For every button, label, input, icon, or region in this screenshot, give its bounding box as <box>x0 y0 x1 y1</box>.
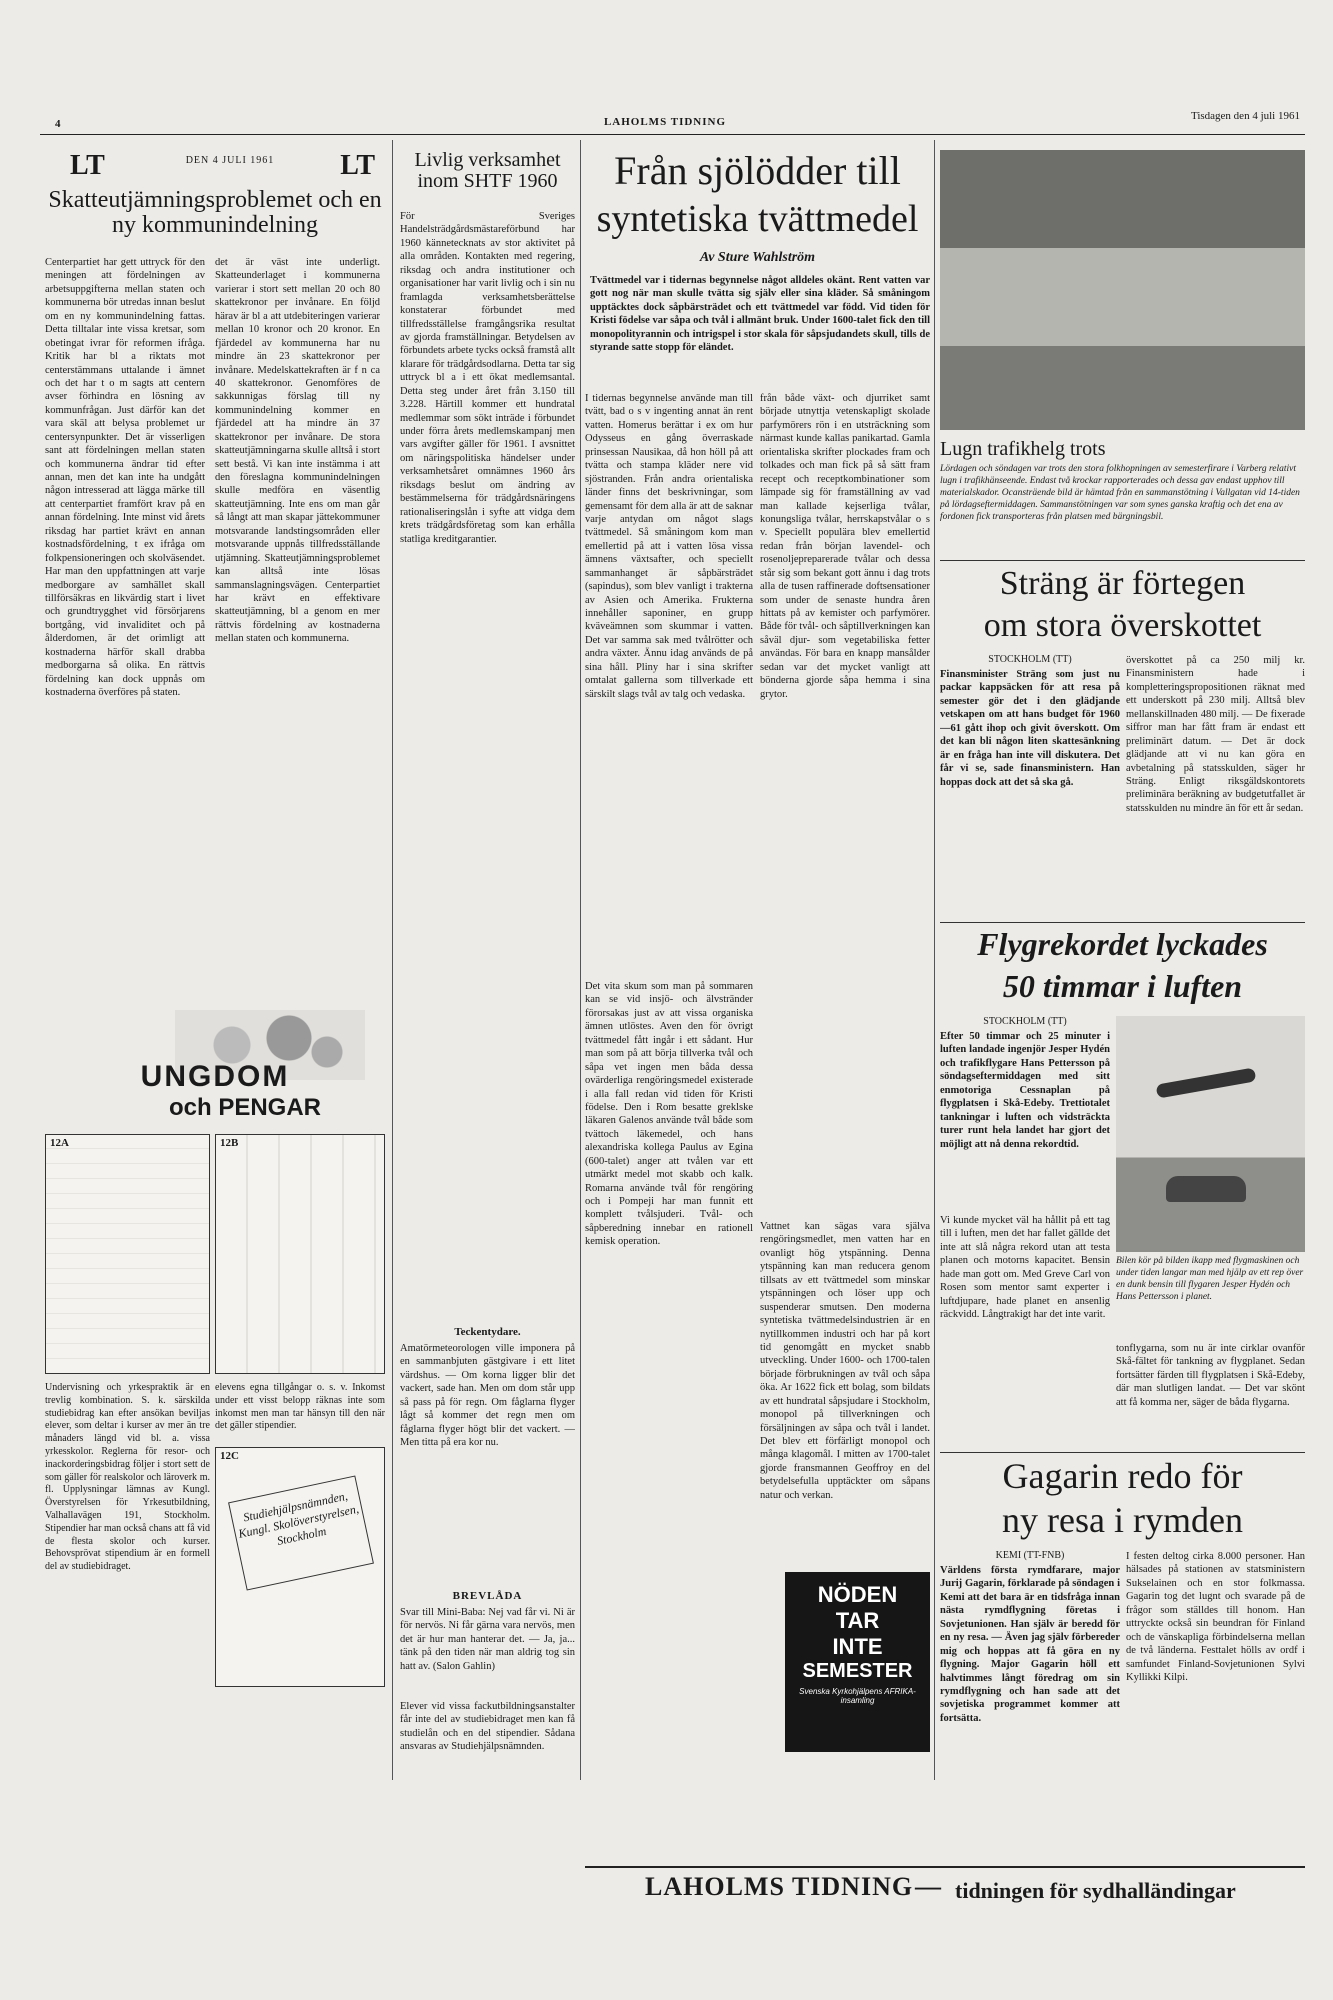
noden-line-1: NÖDEN <box>817 1582 898 1607</box>
strang-lead: Finansminister Sträng som just nu packar kappsäcken för att resa på semester gör det i den glädjande vetskapen om att hans budget för 1960—61 gått ihop och givit överskott. Om det kan bli någon liten skattesänkning är en fråga han inte vill diskutera. Det får vi se, sade finansministern. Han hoppas dock att det så ska gå. <box>940 669 1120 788</box>
noden-line-2: TAR <box>835 1608 880 1633</box>
brevlada-text: Svar till Mini-Baba: Nej vad får vi. Ni är för nervös. Ni får gärna vara nervös, men det är hur man hanterar det. — Ja, ja... tänk på den tiden när man aldrig tog sin hatt av. (Salon Gahlin) <box>400 1607 575 1672</box>
teckentydare-text: Amatörmeteorologen ville imponera på en sammanbjuten gästgivare i ett litet värdshus. — Om korna ligger blir det vackert, sade han. Men om dom står upp så pass på för regn. Om fåglarna flyger lågt så kommer det regn men om fåglarna flyger högt blir det vackert. — Men titta på era kor nu. <box>400 1343 575 1449</box>
gagarin-headline-1: Gagarin redo för <box>1002 1458 1243 1496</box>
main-byline: Av Sture Wahlström <box>699 250 816 265</box>
strang-dateline: STOCKHOLM (TT) <box>988 654 1072 665</box>
car-crash-photo <box>940 150 1305 430</box>
main-headline-2: syntetiska tvättmedel <box>596 200 919 240</box>
ungdom-title-2: och PENGAR <box>168 1094 321 1121</box>
airplane-photo <box>1116 1016 1305 1252</box>
footer-rule <box>585 1866 1305 1868</box>
ungdom-panel-c <box>215 1447 385 1687</box>
column-rule-3 <box>934 140 935 1780</box>
paper-name-header: LAHOLMS TIDNING <box>603 116 727 128</box>
lt-col-2: det är väst inte underligt. Skatteunderlaget i kommunerna varierar i stort sett mellan 20 och 80 skattekronor per invånare. En följd härav är bl a att utdebiteringen varierar mellan 10 kronor och 20 kronor. En fjärdedel av kommunerna har nu mindre än 23 skattekronor per invånare. Medelskattekraften är f n ca 40 skattekronor. Genomföres de sakkunnigas förslag till ny kommunindelning kommer en fjärdedel att ha mindre än 37 skattekronor per invånare. De stora skatteutjämningarna skulle alltså i stort sett bestå. Vi kan inte instämma i att den föreslagna kommunindelningen skulle medföra en väsentlig skatteutjämning. Inte ens om man går så långt att man skapar jättekommuner motsvarande landstingsområden eller motsvarande uppnås tillfredsställande utjämning. Skatteutjämningsproblemet kan alltså inte lösas sammanslagningsvägen. Centerpartiet har krävt en effektivare skatteutjämning, bl a genom en mer rättvis fördelning av kostnaderna mellan staten och kommunerna. <box>215 257 380 645</box>
gagarin-dateline: KEMI (TT-FNB) <box>995 1550 1065 1561</box>
ungdom-label-c: 12C <box>220 1450 239 1462</box>
ungdom-panel-b <box>215 1134 385 1374</box>
lt-dateline: DEN 4 JULI 1961 <box>185 155 275 166</box>
main-col-4: Vattnet kan sägas vara själva rengöringsmedlet, men vatten har en ovanligt hög ytspänning. Denna ytspänning kan man reducera genom tillsats av ett tvättmedel som minskar ytspänningen och löser upp och suspenderar smutsen. Den moderna syntetiska tvättmedelsindustrien är en nytillkommen industri och har på kort tid genomgått en mycket snabb utveckling. Under 1600- och 1700-talen började förbrukningen av tvål och såpa öka. Ar 1622 fick ett bolag, som bildats av ett hundratal såpsjudare i Stockholm, monopol på tillverkningen och försäljningen av såpa och tvål i landet. Det blev ett förfärligt monopol och många klagomål. I mitten av 1700-talet gjorde fransmannen Geoffroy en del betydelsefulla upptäckter om såpans natur och verkan. <box>760 1221 930 1501</box>
flyg-final-text: tonflygarna, som nu är inte cirklar ovanför Skå-fältet för tankning av flygplanet. Sedan fortsätter färden till flygplatsen i Skå-Edeby, där man slutligen landat. — Det var skönt att få komma ner, säger de båda flygarna. <box>1116 1343 1305 1408</box>
strang-headline-2: om stora överskottet <box>983 608 1262 644</box>
studiehjalp-sign: Studiehjälpsnämnden, Kungl. Skolöverstyrelsen, Stockholm <box>228 1475 374 1590</box>
ungdom-title-1: UNGDOM <box>140 1060 290 1093</box>
ungdom-panel-a <box>45 1134 210 1374</box>
column-rule-1 <box>392 140 393 1780</box>
ungdom-label-a: 12A <box>50 1137 69 1149</box>
airplane-shape <box>1156 1067 1257 1098</box>
lt-logo-right: LT <box>340 150 375 181</box>
flyg-headline-1: Flygrekordet lyckades <box>977 928 1268 962</box>
noden-line-4: SEMESTER <box>802 1660 913 1682</box>
main-headline-1: Från sjölödder till <box>614 150 901 193</box>
footer-paper: LAHOLMS TIDNING <box>645 1872 914 1901</box>
strang-col-2: överskottet på ca 250 milj kr. Finansministern hade i kompletteringspropositionen räknat med ett underskott på 230 milj. Alltså blev mellanskillnaden 480 milj. — De fixerade siffror man har fått fram är endast ett preliminärt datum. — Det är dock glädjande att vi nu kan göra en avbetalning på statsskulden, säger hr Sträng. Enligt riksgäldskontorets preliminära beräkning av budgetutfallet är statsskulden nu mindre än för ett år sedan. <box>1126 655 1305 814</box>
gagarin-col-1: Världens första rymdfarare, major Jurij Gagarin, förklarade på söndagen i Kemi att det bara är en tidsfråga innan nästa rymdflygning företas i Sovjetunionen. Han själv är beredd för en ny resa. — Även jag själv förbereder mig och hoppas att få göra en ny flygning. Major Gagarin höll ett halvtimmes långt föredrag om sin rymdflygning och han sade att det sovjetiska programmet kommer att fortsätta. <box>940 1565 1120 1724</box>
main-col-1: I tidernas begynnelse använde man till tvätt, bad o s v ingenting annat än rent vatten. Homerus berättar i ex om hur Odysseus en gång överraskade prinsessan Nausikaa, då hon höll på att tvätta och stampa kläder nere vid sjöstranden. Från andra orientaliska länder finns det beskrivningar, som gemensamt för dem alla är att de saknar varje antydan om något slags tvättmedel. Så småningom kom man emellertid på att i vatten lösa vissa ämnens växtsafter, och speciellt sammanhanget är såpbärsträdet (sapindus), som blev vanligt i trakterna av Asien och Amerika. Frukterna innehåller saponiner, en grupp kväveämnen som skummar i vatten. Det var samma sak med tvålrötter och andra växter. Ännu idag används de på sina håll. Pliny har i sina skrifter omtalat gallerna som tillverkade ett särskilt slags tvål av talg och vedaska. <box>585 393 753 700</box>
header-date: Tisdagen den 4 juli 1961 <box>1191 110 1300 122</box>
footer-dash: — <box>915 1872 941 1901</box>
ungdom-text-a: Undervisning och yrkespraktik är en trevlig kombination. S. k. särskilda studiebidrag kan efter ansökan beviljas elever, som deltar i kurser av mer än tre månaders längd vid bl. a. vissa yrkesskolor. Reglerna för resor- och inackorderingsbidrag följer i stort sett de som gäller för realskolor och läroverk m. fl. Upplysningar lämnas av Kungl. Överstyrelsen för Yrkesutbildning, Valhallavägen 191, Stockholm. Stipendier har man också chans att få vid de flesta skolor och kurser. Behovsprövat stipendium är en formell del av studiebidraget. <box>45 1382 210 1573</box>
flyg-col-2: Vi kunde mycket väl ha hållit på ett tag till i luften, men det har fallet gällde det inte att slå några rekord utan att testa planen och motorns kapacitet. Bensin hade man gott om. Med Greve Carl von Rosen som mentor samt experter i luftdjupare, hade planet en ansenlig räckvidd. Långtrakigt har det inte varit. <box>940 1215 1110 1321</box>
lt-logo-left: LT <box>70 150 105 181</box>
noden-subline: Svenska Kyrkohjälpens AFRIKA-insamling <box>799 1687 916 1705</box>
lugn-text: Lördagen och söndagen var trots den stora folkhopningen av semesterfirare i Varberg relativt lugn i trafikhänseende. Endast två krockar rapporterades och dessa gav endast upphov till materialskador. Ocansträende bild är hämtad från en sammanstötning i Vallgatan vid 14-tiden på lördagseftermiddagen. Sammanstötningen var som synes ganska kraftig och det ena av fordonen fick transporteras från platsen med bärgningsbil. <box>940 464 1300 522</box>
flyg-headline-2: 50 timmar i luften <box>1002 970 1243 1004</box>
shtf-headline: Livlig verksamhet inom SHTF 1960 <box>414 150 561 192</box>
ungdom-ad <box>45 1010 385 1770</box>
flyg-lead: Efter 50 timmar och 25 minuter i luften landade ingenjör Jesper Hydén och trafikflygare Hans Pettersson på söndagseftermiddagen med sitt enmotoriga Cessnaplan på flygplatsen i Skå-Edeby. Trettiotalet tankningar i luften och vidsträckta turer runt hela landet har gjort det möjligt att nå denna rekordtid. <box>940 1031 1110 1150</box>
column-rule-2 <box>580 140 581 1780</box>
gagarin-headline-2: ny resa i rymden <box>1002 1502 1243 1540</box>
gagarin-col-2: I festen deltog cirka 8.000 personer. Han hälsades på stationen av statsministern Sukselainen och en stor folkmassa. Gagarin tog det lugnt och svarade på de frågor som ställdes till honom. Han uttryckte också sin beundran för Finland och de vänskapliga förbindelserna mellan de två länderna. Festtalet hölls av ordf i samfundet Finland-Sovjetunionen Sylvi Kyllikki Kilpi. <box>1126 1551 1305 1683</box>
footer-banner <box>585 1872 1305 1912</box>
flyg-rule <box>940 1452 1305 1453</box>
main-col-2: Det vita skum som man på sommaren kan se vid insjö- och älvstränder förorsakas just av att vissa organiska ämnen utlöstes. Aven den för övrigt tvättmedel fått ingår i ett sådant. Hur man som på att börja tillverka tvål och såpa vet ingen men båda dessa ovärderliga rengöringsmedel existerade i alla fall redan vid tiden för Kristi födelse. Den i Rom besatte greklske läkaren Galenos använde tvål både som tvättoch läkemedel, och hans alexandriska kollega Paulus av Egina (600-talet) anger att tvålen var ett utmärkt medel mot skabb och kalk. Romarna använde tvål för rengöring och i Pompeji har man funnit ett komplett tvålsjuderi. Tvål- och såpberedning innebar en rationell kemisk operation. <box>585 981 753 1248</box>
shtf-final-text: Elever vid vissa fackutbildningsanstalter får inte del av studiebidraget men kan få studielån och en del stipendier. Sådana ansvaras av Studiehjälpsnämnden. <box>400 1701 575 1753</box>
page-number: 4 <box>55 118 61 130</box>
main-col-3: från både växt- och djurriket samt började utnyttja vetenskapligt skolade parfymörers rön i en utsträckning som närmast kunde kallas panikartad. Gamla orientaliska skrifter plockades fram och tolkades och man fick på så sätt fram recept och receptkombinationer som lämpade sig för framställning av vad man kallade kejserliga tvålar, konungsliga tvålar, herrskapstvålar o s v. Speciellt populära blev emellertid redan från början lavendel- och rosenoljepreparerade tvålar och dessa står sig som bekant gott ännu i dag trots alla de tusen raffinerade doftsensationer som under de senaste hundra åren hittats på av kemister och parfymörer. Både för tvål- och såptillverkningen kan såväl djur- som vegetabiliska fetter användas. För bara en knapp mansålder sedan var det mycket vanligt att bönderna gjorde såpa hemma i sina grytor. <box>760 393 930 700</box>
shtf-text: För Sveriges Handelsträdgårdsmästareförbund har 1960 kännetecknats av stor aktivitet på alla områden. Kontakten med regering, riksdag och andra institutioner och organisationer har varit livlig och i sin nu framlagda verksamhetsberättelse konstaterar förbundet med tillfredsställelse framgångsrika resultat av gjorda framställningar. Betydelsen av förbundets arbete tycks också framstå allt klarare för trädgårdsodlarna. Detta tar sig uttryck bl a i ett ökat medlemsantal. Detta steg under året från 3.150 till 3.228. Härtill kommer ett hundratal medlemmar som sökt inträde i förbundet under förra årets medlemskampanj men vars avgifter gäller för 1961. I avsnittet om näringspolitiska händelser under verksamhetsåret omnämnes 1960 års riksdags beslut om ändring av bestämmelserna för trädgårdsnäringens rationaliseringslån i syfte att vidga dem krets trädgårdsföretag som kan erhålla statliga kreditgarantier. <box>400 211 575 545</box>
noden-line-3: INTE <box>832 1634 883 1659</box>
lugn-rule <box>940 560 1305 561</box>
flyg-caption: Bilen kör på bilden ikapp med flygmaskinen och under tiden langar man med hjälp av ett rep över en dunk bensin till flygaren Jesper Hydén och Hans Pettersson i planet. <box>1116 1256 1304 1302</box>
main-lead: Tvättmedel var i tidernas begynnelse något alldeles okänt. Rent vatten var gott nog när man skulle tvätta sig själv eller sina kläder. Så småningom upptäcktes dock såpbärsträdet och ett tvättmedel var född. Vid tiden för Kristi födelse var såpa och tvål i allmänt bruk. Under 1600-talet fick den till monopolityrannin och intrigspel i stor skala för såpsjudandets skull, tills de styrande satte stopp för eländet. <box>590 275 930 354</box>
ungdom-label-b: 12B <box>220 1137 239 1149</box>
noden-ad <box>785 1572 930 1752</box>
lt-headline: Skatteutjämningsproblemet och en ny kommunindelning <box>48 188 382 239</box>
lugn-headline: Lugn trafikhelg trots <box>940 438 1106 460</box>
strang-headline-1: Sträng är förtegen <box>999 566 1246 602</box>
brevlada-title: BREVLÅDA <box>452 1590 523 1602</box>
teckentydare-title: Teckentydare. <box>454 1326 521 1338</box>
footer-slogan: tidningen för sydhalländingar <box>955 1878 1236 1903</box>
strang-rule <box>940 922 1305 923</box>
flyg-dateline: STOCKHOLM (TT) <box>983 1016 1067 1027</box>
car-shape <box>1166 1176 1246 1202</box>
lt-col-1: Centerpartiet har gett uttryck för den meningen att fördelningen av arbetsuppgifterna mellan staten och kommunerna bör utredas innan beslut om en ny kommunindelning fattas. Detta tilltalar inte vissa kretsar, som obetingat ivrar för reformen ifråga. Kritik har bl a riktats mot centerstämmans uttalande i ämnet och det har t o m sagts att centern avser förhindra en lösning av kommunfrågan. Just därför kan det vara skäl att belysa problemet ur centersynpunkter. Det är visserligen sant att fördelningen mellan staten och kommunerna ändrar tid efter annan, men det kan inte ha undgått någon intresserad att lägga märke till att centerpartiet framfört krav på en annan fördelning. Inte minst vid årets riksdag har partiet krävt en annan kostnadsfördelning, t ex ifråga om folkpensioneringen och skolväsendet. Har man den uppfattningen att varje medborgare av samhället skall tillförsäkras en likvärdig start i livet och grundtrygghet vid försörjarens bortgång, vid invaliditet och på ålderdomen, är det orimligt att kostnaderna härför skall drabba medborgarna så olika. En rättvis fördelning kan dock uppnås om kostnaderna överföres på staten. <box>45 257 205 698</box>
header-rule <box>40 134 1305 135</box>
ungdom-text-b: elevens egna tillgångar o. s. v. Inkomst under ett visst belopp räknas inte som inkomst men man tar hänsyn till den när det gäller stipendier. <box>215 1382 385 1432</box>
